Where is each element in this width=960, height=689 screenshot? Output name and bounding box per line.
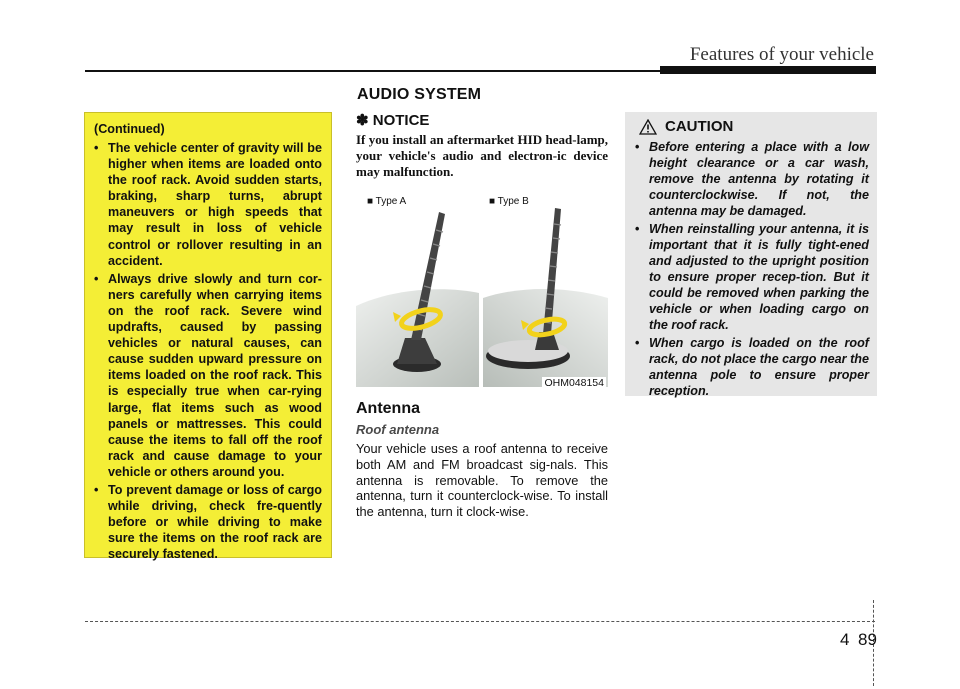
header-rule: [85, 70, 660, 72]
caution-item: [635, 221, 869, 333]
antenna-heading: Antenna: [356, 400, 420, 417]
antenna-illustration: [355, 188, 609, 393]
figure-label-type-b: ■ Type B: [489, 196, 529, 207]
bullet: •: [635, 222, 640, 236]
header-bar: [660, 66, 876, 74]
roof-antenna-subheading: Roof antenna: [356, 422, 440, 437]
warning-item-text: Always drive slowly and turn cor-ners carefully when carrying items on the roof rack. Severe wind updrafts, caused by passing vehicles or natural causes, can cause sudden upward pressure on items loaded on the roof rack. This is especially true when car-rying large, flat items such as wood panels or mattresses. This could cause the items to fall off the roof rack and cause damage to your vehicle or others around you.: [108, 271, 322, 479]
bullet: •: [94, 271, 99, 286]
antenna-figure: [355, 188, 609, 393]
warning-triangle-icon: [639, 119, 657, 135]
page-number: 89: [858, 630, 877, 649]
caution-heading-text: CAUTION: [665, 118, 734, 135]
caution-item-text: Before entering a place with a low height clearance or a car wash, remove the antenna by rotating it counterclockwise. If not, the antenna may be damaged.: [649, 140, 869, 218]
notice-body: If you install an aftermarket HID head-lamp, your vehicle's audio and electron-ic device may malfunction.: [356, 132, 608, 179]
footer-rule: [85, 621, 875, 622]
bullet: •: [94, 141, 99, 155]
figure-code: OHM048154: [544, 377, 604, 389]
warning-box: [84, 112, 332, 562]
caution-item-text: When reinstalling your antenna, it is important that it is fully tight-ened and adjusted to the upright position to ensure proper recep-tion. But it could be removed when parking the vehicle or when loading cargo on the roof rack.: [649, 222, 869, 332]
roof-antenna-body: Your vehicle uses a roof antenna to receive both AM and FM broadcast sig-nals. This antenna is removable. To remove the antenna, turn it counterclock-wise. To install the antenna, turn it clock-wise.: [356, 441, 608, 520]
caution-item-text: When cargo is loaded on the roof rack, do not place the cargo near the antenna pole to ensure proper reception.: [649, 336, 869, 398]
figure-label-type-a: ■ Type A: [367, 196, 407, 207]
section-title: AUDIO SYSTEM: [357, 86, 482, 103]
bullet: •: [635, 336, 640, 350]
bullet: •: [635, 140, 640, 154]
chapter-title: Features of your vehicle: [689, 44, 874, 65]
notice-heading: ✽ NOTICE: [356, 112, 430, 129]
warning-item: [94, 140, 322, 269]
caution-item: [635, 335, 869, 399]
notice-block: [356, 112, 608, 180]
caution-box: [625, 112, 877, 396]
warning-list: [94, 140, 322, 562]
caution-item: [635, 139, 869, 219]
bullet: •: [94, 482, 99, 497]
warning-item-text: To prevent damage or loss of cargo while driving, check fre-quently before or while driving to make sure the items on the roof rack are securely fastened.: [108, 482, 322, 562]
caution-heading: [639, 118, 869, 135]
page-section-number: 4: [840, 630, 850, 649]
caution-list: [635, 139, 869, 399]
warning-item-text: The vehicle center of gravity will be higher when items are loaded onto the roof rack. Avoid sudden starts, braking, sharp turns, abrupt maneuvers or high speeds that may result in loss of vehicle control or rollover resulting in an accident.: [108, 141, 322, 268]
warning-continued: (Continued): [94, 122, 165, 136]
warning-item: [94, 271, 322, 480]
warning-item: [94, 482, 322, 562]
